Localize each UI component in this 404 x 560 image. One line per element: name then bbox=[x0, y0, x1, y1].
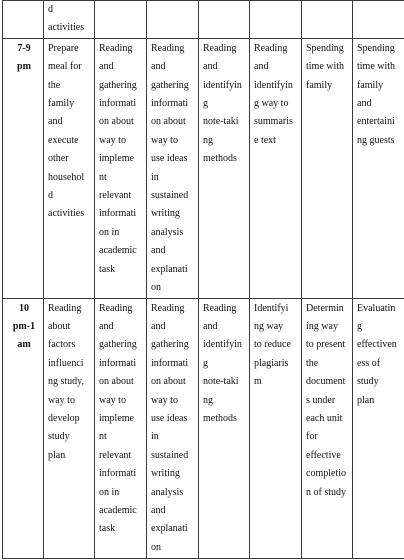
table-cell bbox=[199, 38, 250, 298]
table-cell bbox=[44, 298, 95, 558]
table-row bbox=[3, 298, 404, 558]
table-row bbox=[3, 38, 404, 298]
table-cell bbox=[44, 1, 95, 39]
table-cell bbox=[302, 38, 353, 298]
table-row bbox=[3, 1, 404, 39]
activity-text: Reading and gathering informati on about way to use ideas in sustained writing analysis and explanati on bbox=[151, 42, 189, 294]
table-cell bbox=[250, 1, 302, 39]
table-cell bbox=[147, 298, 199, 558]
table-cell bbox=[353, 298, 404, 558]
activity-text: Evaluatin g effectiven ess of study plan bbox=[357, 302, 397, 406]
activity-text: Reading and gathering informati on about way to use ideas in sustained writing analysis and explanati on bbox=[151, 302, 189, 553]
table-cell bbox=[250, 38, 302, 298]
activity-text: Reading and gathering informati on about way to impleme nt relevant informati on in academic task bbox=[99, 42, 137, 275]
activity-text: Determin ing way to present the document s under each unit for effective completio n of study bbox=[306, 302, 346, 498]
table-cell bbox=[250, 298, 302, 558]
activity-text: Reading and gathering informati on about way to impleme nt relevant informati on in academic task bbox=[99, 302, 137, 535]
time-cell bbox=[3, 1, 44, 39]
activity-text: Spending time with family bbox=[306, 42, 345, 91]
activity-text: Prepare meal for the family and execute other househol d activities bbox=[48, 42, 85, 220]
table-cell bbox=[353, 38, 404, 298]
activity-text: Reading and identifyin g way to summaris e text bbox=[254, 42, 293, 146]
table-cell bbox=[353, 1, 404, 39]
activity-text: d activities bbox=[48, 4, 85, 34]
table-cell bbox=[95, 298, 147, 558]
activity-text: Identifyi ng way to reduce plagiaris m bbox=[254, 302, 291, 388]
time-cell bbox=[3, 38, 44, 298]
table-cell bbox=[147, 1, 199, 39]
activity-text: Reading and identifyin g note-taki ng methods bbox=[203, 42, 242, 165]
table-cell bbox=[302, 1, 353, 39]
time-cell bbox=[3, 298, 44, 558]
table-cell bbox=[147, 38, 199, 298]
table-cell bbox=[302, 298, 353, 558]
time-label: 10 pm-1 am bbox=[12, 302, 36, 351]
table-cell bbox=[95, 1, 147, 39]
table-cell bbox=[199, 1, 250, 39]
table-cell bbox=[44, 38, 95, 298]
table-cell bbox=[199, 298, 250, 558]
activity-text: Reading and identifyin g note-taki ng methods bbox=[203, 302, 242, 424]
table-cell bbox=[95, 38, 147, 298]
activity-text: Spending time with family and entertaini ng guests bbox=[357, 42, 396, 146]
activity-text: Reading about factors influenci ng study, way to develop study plan bbox=[48, 302, 85, 461]
study-schedule-table bbox=[2, 0, 404, 559]
time-label: 7-9 pm bbox=[17, 42, 31, 73]
